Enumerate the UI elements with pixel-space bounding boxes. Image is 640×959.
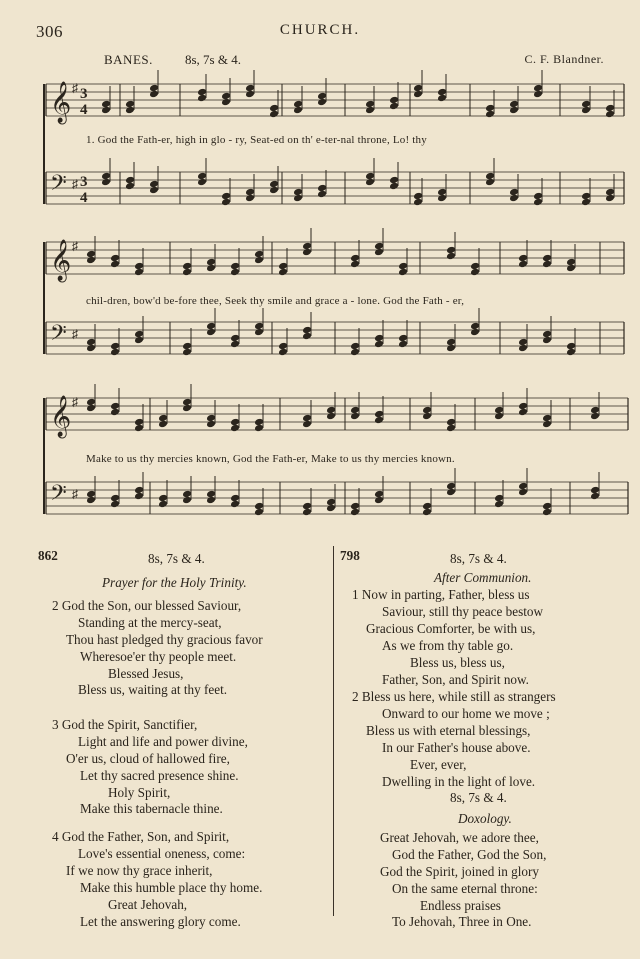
dox-line: Endless praises xyxy=(420,898,501,913)
svg-text:♯: ♯ xyxy=(72,239,78,253)
h862-line: Bless us, waiting at thy feet. xyxy=(78,682,228,697)
svg-text:3: 3 xyxy=(80,86,88,102)
svg-text:♯: ♯ xyxy=(72,81,78,95)
svg-text:♯: ♯ xyxy=(72,327,78,341)
dox-line: God the Father, God the Son, xyxy=(392,847,547,862)
svg-text:3: 3 xyxy=(80,174,88,190)
svg-text:♯: ♯ xyxy=(72,487,78,501)
h862-line: O'er us, cloud of hallowed fire, xyxy=(66,751,230,766)
h798-line: Saviour, still thy peace bestow xyxy=(382,604,543,619)
h798-line: Gracious Comforter, be with us, xyxy=(366,621,536,636)
h862-line: Holy Spirit, xyxy=(108,785,171,800)
h798-line: Dwelling in the light of love. xyxy=(382,774,536,789)
hymn-798-meter: 8s, 7s & 4. xyxy=(450,551,507,566)
svg-text:𝄢: 𝄢 xyxy=(50,321,67,351)
hymn-798-title: After Communion. xyxy=(434,570,532,585)
h862-line: Let thy sacred presence shine. xyxy=(80,768,239,783)
h798-line: Bless us with eternal blessings, xyxy=(366,723,531,738)
h798-line: In our Father's house above. xyxy=(382,740,531,755)
lyric-line-1: 1. God the Fath-er, high in glo - ry, Seat-ed on th' e-ter-nal throne, Lo! thy xyxy=(86,134,427,146)
svg-text:𝄞: 𝄞 xyxy=(50,240,72,281)
h798-line: Father, Son, and Spirit now. xyxy=(382,672,529,687)
h798-line: As we from thy table go. xyxy=(382,638,514,653)
svg-text:♯: ♯ xyxy=(72,395,78,409)
h798-line: 1 Now in parting, Father, bless us xyxy=(352,587,530,602)
svg-text:𝄢: 𝄢 xyxy=(50,171,67,201)
h862-line: Light and life and power divine, xyxy=(78,734,248,749)
h798-line: 2 Bless us here, while still as strangers xyxy=(352,689,556,704)
h862-line: Make this humble place thy home. xyxy=(80,880,263,895)
page-number: 306 xyxy=(36,22,63,41)
svg-text:𝄢: 𝄢 xyxy=(50,481,67,511)
h862-line: Thou hast pledged thy gracious favor xyxy=(66,632,263,647)
dox-line: God the Spirit, joined in glory xyxy=(380,864,539,879)
dox-line: Great Jehovah, we adore thee, xyxy=(380,830,539,845)
hymn-862-meter: 8s, 7s & 4. xyxy=(148,551,205,566)
svg-text:4: 4 xyxy=(80,102,88,118)
tune-meter: 8s, 7s & 4. xyxy=(185,52,241,67)
hymn-862-number: 862 xyxy=(38,548,58,563)
h862-line: Great Jehovah, xyxy=(108,897,188,912)
svg-text:4: 4 xyxy=(80,190,88,206)
h862-line: Love's essential oneness, come: xyxy=(78,846,246,861)
doxology-title: Doxology. xyxy=(458,811,512,826)
h862-line: Standing at the mercy-seat, xyxy=(78,615,222,630)
dox-line: To Jehovah, Three in One. xyxy=(392,914,532,929)
h862-line: 3 God the Spirit, Sanctifier, xyxy=(52,717,198,732)
h862-line: Make this tabernacle thine. xyxy=(80,801,223,816)
h862-line: Wheresoe'er thy people meet. xyxy=(80,649,237,664)
hymn-862-title: Prayer for the Holy Trinity. xyxy=(102,575,247,590)
lyric-line-2: chil-dren, bow'd be-fore thee, Seek thy smile and grace a - lone. God the Fath - er, xyxy=(86,295,465,307)
h862-line: If we now thy grace inherit, xyxy=(66,863,213,878)
h798-line: Onward to our home we move ; xyxy=(382,706,550,721)
h862-line: Let the answering glory come. xyxy=(80,914,241,929)
h862-line: 4 God the Father, Son, and Spirit, xyxy=(52,829,230,844)
doxology-meter: 8s, 7s & 4. xyxy=(450,790,507,805)
running-head: CHURCH. xyxy=(279,22,361,38)
h862-line: Blessed Jesus, xyxy=(108,666,184,681)
hymn-798-number: 798 xyxy=(340,548,360,563)
h798-line: Ever, ever, xyxy=(410,757,467,772)
svg-text:♯: ♯ xyxy=(72,177,78,191)
column-divider xyxy=(333,546,334,916)
dox-line: On the same eternal throne: xyxy=(392,881,538,896)
tune-name: BANES. xyxy=(104,52,153,67)
h798-line: Bless us, bless us, xyxy=(410,655,505,670)
svg-text:𝄞: 𝄞 xyxy=(50,396,72,437)
h862-line: 2 God the Son, our blessed Saviour, xyxy=(52,598,242,613)
lyric-line-3: Make to us thy mercies known, God the Fath-er, Make to us thy mercies known. xyxy=(86,453,455,465)
composer: C. F. Blandner. xyxy=(524,52,604,66)
svg-text:𝄞: 𝄞 xyxy=(50,82,72,123)
